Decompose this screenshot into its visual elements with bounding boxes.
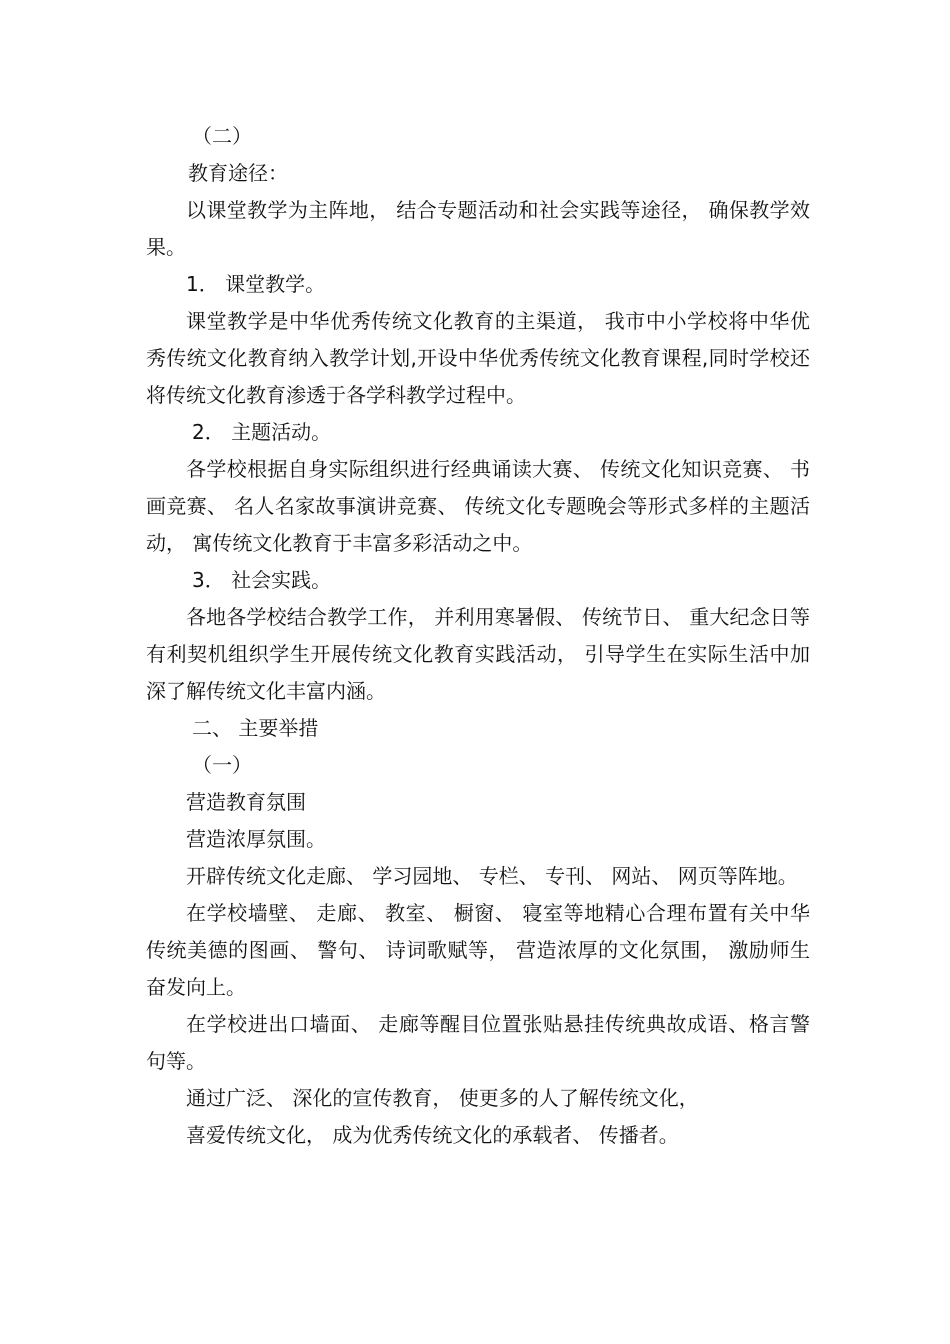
item-classroom-teaching-heading: 1． 课堂教学。	[186, 272, 326, 296]
paragraph-classroom-teaching: 课堂教学是中华优秀传统文化教育的主渠道， 我市中小学校将中华优秀传统文化教育纳入教学计划,开设中华优秀传统文化教育课程,同时学校还将传统文化教育渗透于各学科教学过程中。	[146, 309, 810, 407]
subheading-rich-atmosphere: 营造浓厚氛围。	[186, 827, 326, 851]
section-main-measures-heading: 二、 主要举措	[192, 716, 319, 740]
paragraph-publicity-line2: 喜爱传统文化， 成为优秀传统文化的承载者、 传播者。	[186, 1123, 679, 1147]
paragraph-approach-intro: 以课堂教学为主阵地， 结合专题活动和社会实践等途径， 确保教学效果。	[146, 198, 810, 259]
document-body	[146, 118, 810, 1154]
heading-create-atmosphere: 营造教育氛围	[186, 790, 306, 814]
section-marker-two: （二）	[192, 124, 252, 148]
item-social-practice-heading: 3． 社会实践。	[192, 568, 332, 592]
paragraph-posting-proverbs: 在学校进出口墙面、 走廊等醒目位置张贴悬挂传统典故成语、格言警句等。	[146, 1012, 810, 1073]
paragraph-campus-decoration: 在学校墙壁、 走廊、 教室、 橱窗、 寝室等地精心合理布置有关中华传统美德的图画、 警句、 诗词歌赋等， 营造浓厚的文化氛围， 激励师生奋发向上。	[146, 901, 810, 999]
item-theme-activities-heading: 2． 主题活动。	[192, 420, 332, 444]
paragraph-culture-corridors: 开辟传统文化走廊、 学习园地、 专栏、 专刊、 网站、 网页等阵地。	[186, 864, 798, 888]
paragraph-theme-activities: 各学校根据自身实际组织进行经典诵读大赛、 传统文化知识竞赛、 书画竞赛、 名人名家故事演讲竞赛、 传统文化专题晚会等形式多样的主题活动， 寓传统文化教育于丰富多彩活动之中。	[146, 457, 810, 555]
heading-education-approach: 教育途径：	[188, 161, 288, 185]
paragraph-social-practice: 各地各学校结合教学工作， 并利用寒暑假、 传统节日、 重大纪念日等有利契机组织学生开展传统文化教育实践活动， 引导学生在实际生活中加深了解传统文化丰富内涵。	[146, 605, 810, 703]
section-marker-one: （一）	[192, 753, 252, 777]
paragraph-publicity-line1: 通过广泛、 深化的宣传教育， 使更多的人了解传统文化，	[186, 1086, 699, 1110]
